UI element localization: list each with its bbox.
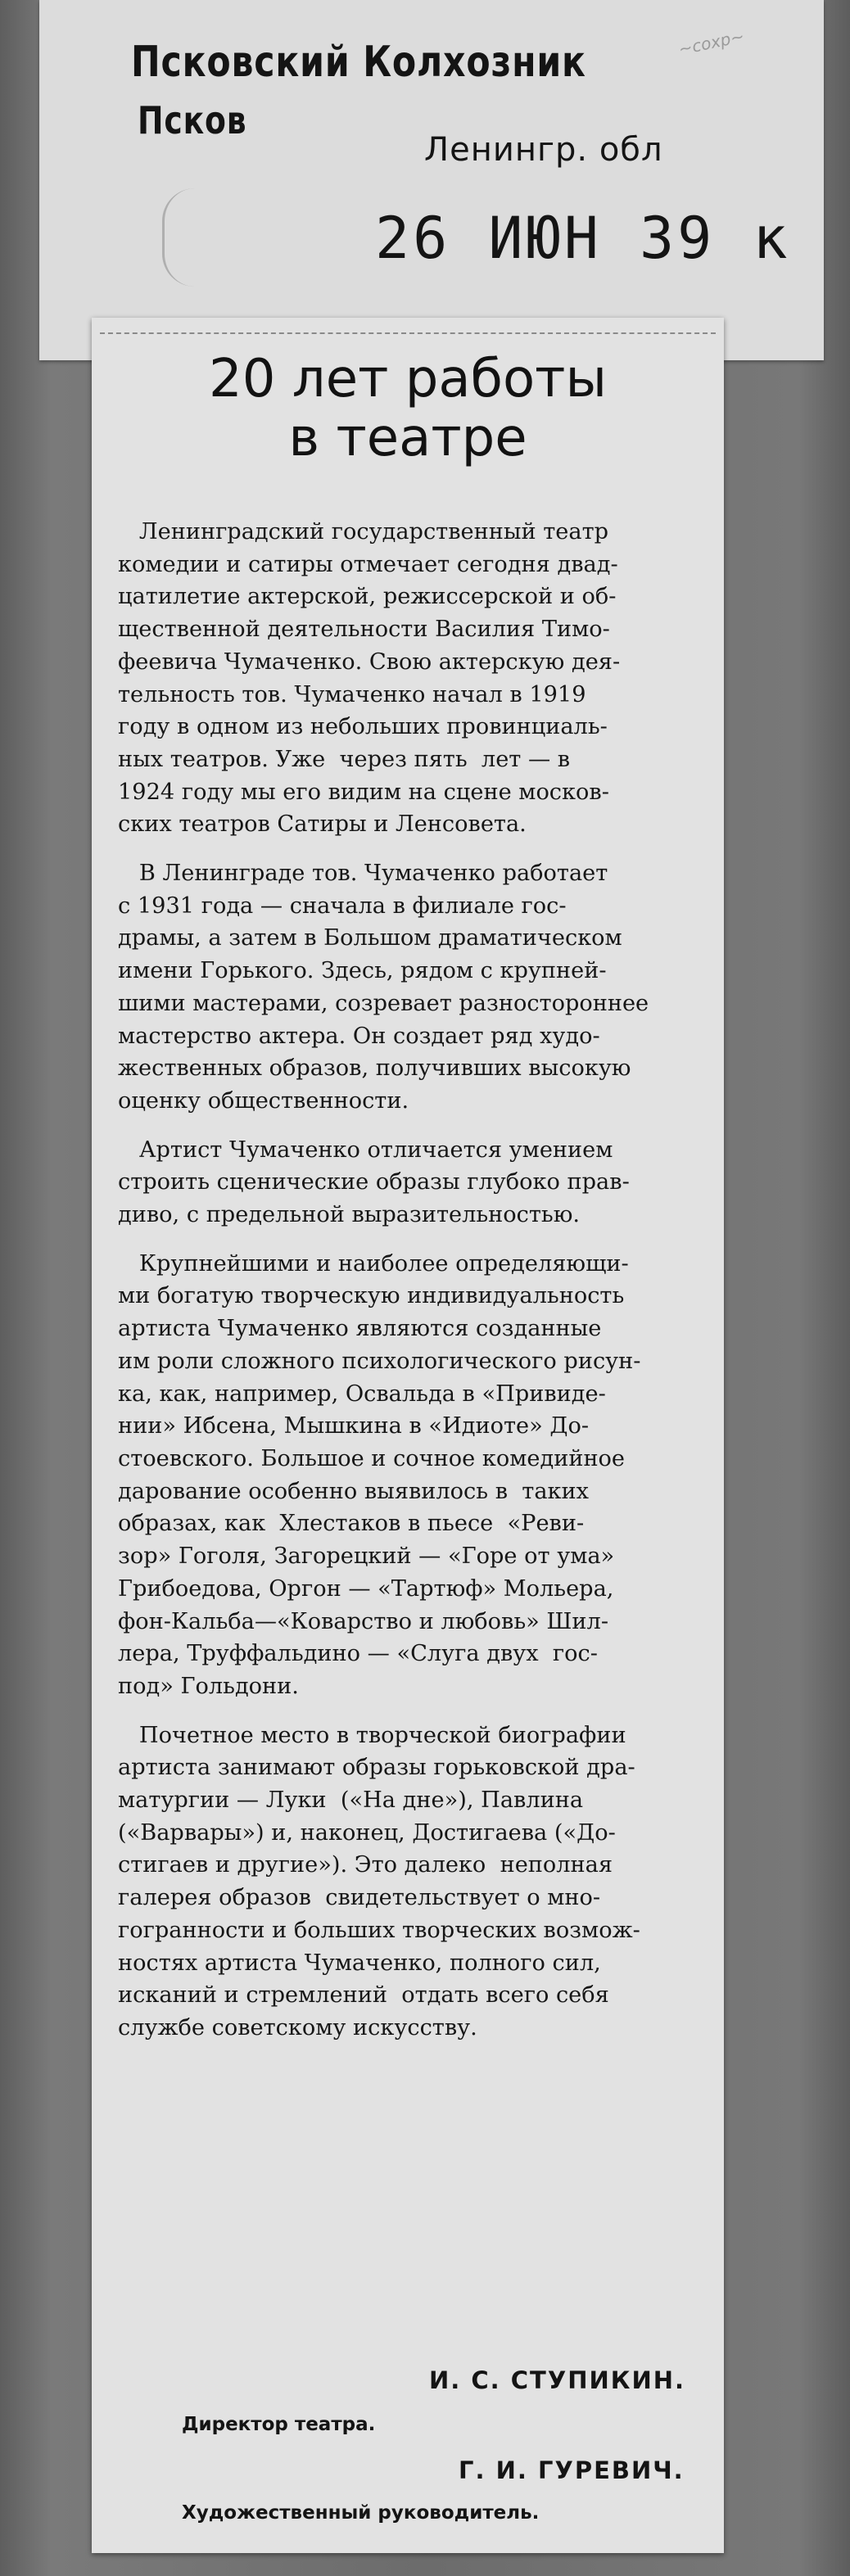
newspaper-clipping [92,318,724,2553]
stamp-city: Псков [138,98,247,142]
article-paragraph-3: Артист Чумаченко отличается умением строить сценические образы глубоко прав- диво, с предельной выразительностью. [118,1137,630,1228]
article-headline [92,350,724,468]
signature-role-art-director: Художественный руководитель. [182,2502,540,2524]
signature-name-art-director: Г. И. ГУРЕВИЧ. [459,2456,685,2484]
signature-role-director: Директор театра. [182,2414,376,2435]
article-body [118,516,740,2061]
pencil-mark [162,188,238,287]
article-paragraph-5: Почетное место в творческой биографии артиста занимают образы горьковской дра- матургии — Луки («На дне»), Павлина («Варвары») и, наконец, Достигаева («До- стигаев и другие»). Это далеко неполная галерея образов свидетельствует о мно- гогранности и больших творческих возмож- ностях артиста Чумаченко, полного сил, исканий и стремлений отдать всего себя службе советскому искусству. [118,1722,640,2040]
headline-line-1: 20 лет работы [209,349,607,409]
article-paragraph-2: В Ленинграде тов. Чумаченко работает с 1931 года — сначала в филиале гос- драмы, а затем в Большом драматическом имени Горького. Здесь, рядом с крупней- шими мастерами, созревает разностороннее мастерство актера. Он создает ряд худо- жественных образов, получивших высокую оценку общественности. [118,861,649,1114]
article-paragraph-4: Крупнейшими и наиболее определяющи- ми богатую творческую индивидуальность артиста Чумаченко являются созданные им роли сложного психологического рисун- ка, как, например, Освальда в «Привиде- нии» Ибсена, Мышкина в «Идиоте» До- стоевского. Большое и сочное комедийное дарование особенно выявилось в таких образах, как Хлестаков в пьесе «Реви- зор» Гоголя, Загорецкий — «Горе от ума» Грибоедова, Оргон — «Тартюф» Мольера, фон-Кальба—«Коварство и любовь» Шил- лера, Труффальдино — «Слуга двух гос- под» Гольдони. [118,1250,641,1699]
headline-line-2: в театре [288,407,527,468]
clipping-edge [100,332,716,339]
clipping-bureau-stamp-slip [39,0,824,360]
stamp-date: 26 ИЮН 39 к [375,205,791,272]
handwritten-note: ~сохр~ [676,25,746,60]
stamp-newspaper-name: Псковский Колхозник [131,38,586,87]
signature-name-director: И. С. СТУПИКИН. [429,2366,686,2394]
stamp-region: Ленингр. обл [424,131,663,169]
article-paragraph-1: Ленинградский государственный театр комедии и сатиры отмечает сегодня двад- цатилетие актерской, режиссерской и об- щественной деятельности Василия Тимо- феевича Чумаченко. Свою актерскую дея- тельность тов. Чумаченко начал в 1919 году в одном из небольших провинциаль- ных театров. Уже через пять лет — в 1924 году мы его видим на сцене москов- ских театров Сатиры и Ленсовета. [118,519,621,838]
